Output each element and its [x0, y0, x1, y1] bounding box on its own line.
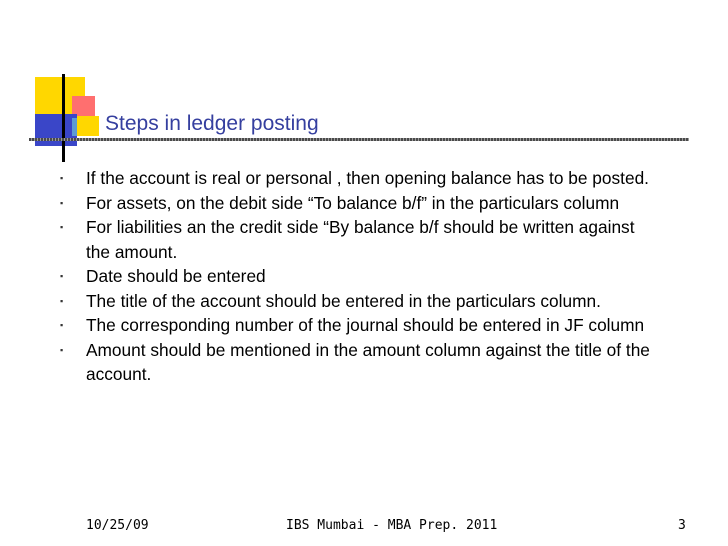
slide-title: Steps in ledger posting: [105, 112, 319, 135]
bullet-icon: ▪: [60, 173, 64, 183]
blue-square: [35, 114, 77, 146]
bullet-text: For assets, on the debit side “To balance b/f” in the particulars column: [86, 192, 620, 213]
bullet-list: [57, 166, 657, 387]
list-item: [57, 338, 657, 387]
vertical-divider: [62, 74, 65, 162]
list-item: [57, 264, 657, 289]
bullet-text: Amount should be mentioned in the amount column against the title of the account.: [86, 339, 650, 384]
footer-center-text: IBS Mumbai - MBA Prep. 2011: [286, 518, 498, 533]
bullet-icon: ▪: [60, 320, 64, 330]
small-yellow-square: [77, 116, 99, 136]
bullet-text: The title of the account should be entered in the particulars column.: [86, 290, 601, 311]
title-underline: [29, 138, 689, 141]
list-item: [57, 166, 657, 191]
bullet-text: For liabilities an the credit side “By balance b/f should be written against the amount.: [86, 217, 635, 262]
bullet-icon: ▪: [60, 197, 64, 208]
footer-date: 10/25/09: [86, 518, 149, 533]
decorative-squares: [0, 0, 120, 170]
list-item: [57, 289, 657, 314]
bullet-icon: ▪: [60, 295, 64, 306]
bullet-text: Date should be entered: [86, 266, 266, 286]
bullet-icon: ▪: [60, 222, 64, 232]
bullet-icon: ▪: [60, 271, 64, 281]
page-number: 3: [678, 518, 686, 533]
list-item: [57, 215, 657, 264]
bullet-icon: ▪: [60, 344, 64, 355]
bullet-text: The corresponding number of the journal should be entered in JF column: [86, 315, 645, 335]
list-item: [57, 191, 657, 216]
list-item: [57, 313, 657, 338]
bullet-text: If the account is real or personal , then opening balance has to be posted.: [86, 168, 649, 188]
